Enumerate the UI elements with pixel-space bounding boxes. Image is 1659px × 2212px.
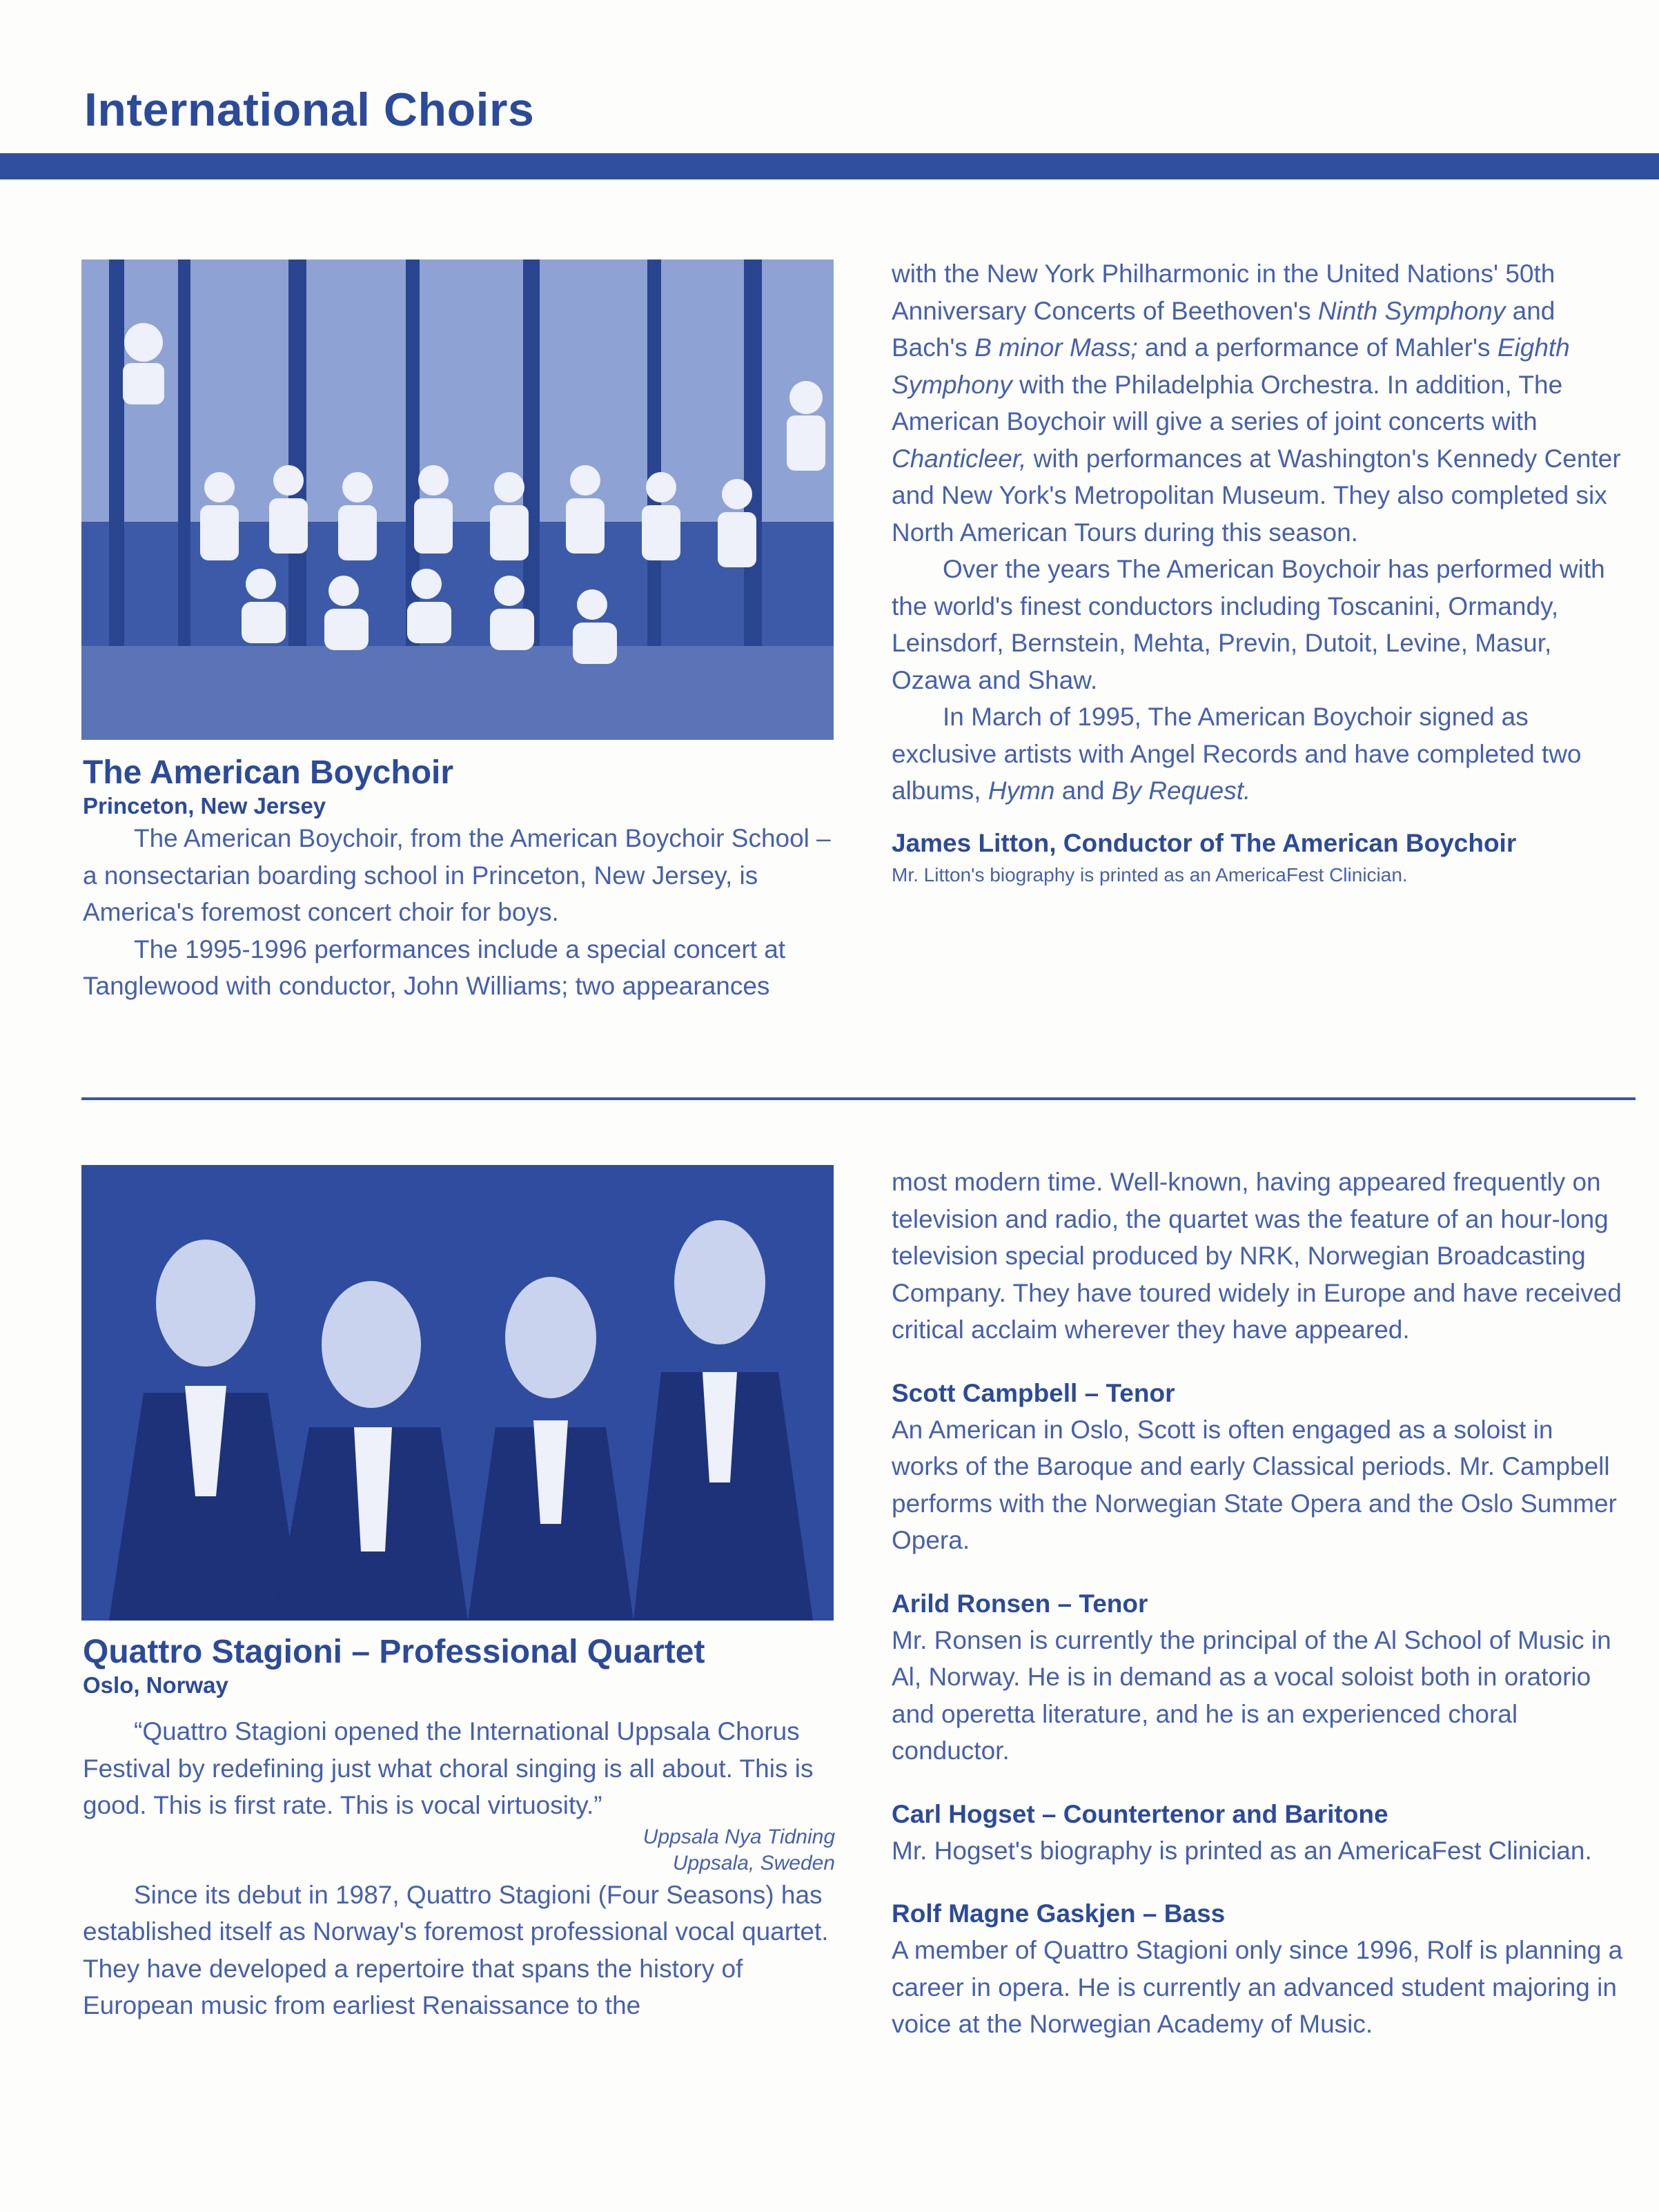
- quartet-history: Since its debut in 1987, Quattro Stagioni (Four Seasons) has established itself as Norway's foremost professional vocal quartet. They have developed a repertoire that spans the history of European music from earliest Renaissance to the: [83, 1880, 829, 2019]
- quartet-quote: “Quattro Stagioni opened the International Uppsala Chorus Festival by redefining just what choral singing is all about. This is good. This is first rate. This is vocal virtuosity.”: [83, 1717, 814, 1819]
- boychoir-location: Princeton, New Jersey: [83, 793, 326, 819]
- member-bio: An American in Oslo, Scott is often engaged as a soloist in works of the Baroque and early Classical periods. Mr. Campbell performs with the Norwegian State Opera and the Oslo Summer Opera.: [892, 1415, 1617, 1554]
- header-bar: [0, 153, 1659, 179]
- member-bio: Mr. Hogset's biography is printed as an AmericaFest Clinician.: [892, 1836, 1592, 1865]
- boychoir-left-column: [83, 754, 835, 1005]
- choir-photo-illustration: [81, 260, 834, 740]
- member-heading: Arild Ronsen – Tenor: [892, 1589, 1148, 1618]
- member-bio: Mr. Ronsen is currently the principal of the Al School of Music in Al, Norway. He is in demand as a vocal soloist both in oratorio and operetta literature, and he is an experienced choral conductor.: [892, 1625, 1611, 1765]
- member-heading: Scott Campbell – Tenor: [892, 1378, 1175, 1407]
- quartet-left-column: [83, 1633, 835, 2024]
- boychoir-name: The American Boychoir: [83, 754, 454, 791]
- boychoir-right-column: [892, 255, 1623, 889]
- choir-group-photo: [81, 260, 834, 740]
- quartet-name: Quattro Stagioni – Professional Quartet: [83, 1634, 705, 1670]
- quartet-location: Oslo, Norway: [83, 1672, 228, 1698]
- member-heading: Rolf Magne Gaskjen – Bass: [892, 1899, 1226, 1928]
- boychoir-performances-continued: with the New York Philharmonic in the United Nations' 50th Anniversary Concerts of Beethoven's Ninth Symphony and Bach's B minor Mass; and a performance of Mahler's Eighth Symphony with the Philadelphia Orchestra. In addition, The American Boychoir will give a series of joint concerts with Chanticleer, with performances at Washington's Kennedy Center and New York's Metropolitan Museum. They also completed six North American Tours during this season.: [892, 260, 1621, 547]
- member-bio: A member of Quattro Stagioni only since 1996, Rolf is planning a career in opera. He is currently an advanced student majoring in voice at the Norwegian Academy of Music.: [892, 1936, 1623, 2038]
- member-heading: Carl Hogset – Countertenor and Baritone: [892, 1799, 1388, 1828]
- conductor-heading: James Litton, Conductor of The American Boychoir: [892, 828, 1517, 857]
- boychoir-performances: The 1995-1996 performances include a special concert at Tanglewood with conductor, John Williams; two appearances: [83, 934, 786, 1000]
- quote-source: Uppsala Nya Tidning Uppsala, Sweden: [642, 1825, 835, 1875]
- quartet-photo-illustration: [81, 1165, 834, 1621]
- conductor-note: Mr. Litton's biography is printed as an AmericaFest Clinician.: [892, 863, 1408, 885]
- quartet-portrait-photo: [81, 1165, 834, 1621]
- quartet-right-column: [892, 1164, 1623, 2043]
- page-title: International Choirs: [84, 84, 535, 136]
- section-divider: [81, 1097, 1636, 1100]
- boychoir-recordings: In March of 1995, The American Boychoir signed as exclusive artists with Angel Records and have completed two albums, Hymn and By Request.: [892, 703, 1582, 805]
- boychoir-intro: The American Boychoir, from the American Boychoir School – a nonsectarian boarding school in Princeton, New Jersey, is America's foremost concert choir for boys.: [83, 824, 831, 926]
- boychoir-conductors: Over the years The American Boychoir has performed with the world's finest conductors including Toscanini, Ormandy, Leinsdorf, Bernstein, Mehta, Previn, Dutoit, Levine, Masur, Ozawa and Shaw.: [892, 555, 1605, 694]
- quartet-history-continued: most modern time. Well-known, having appeared frequently on television and radio, the quartet was the feature of an hour-long television special produced by NRK, Norwegian Broadcasting Company. They have toured widely in Europe and have received critical acclaim wherever they have appeared.: [892, 1168, 1622, 1344]
